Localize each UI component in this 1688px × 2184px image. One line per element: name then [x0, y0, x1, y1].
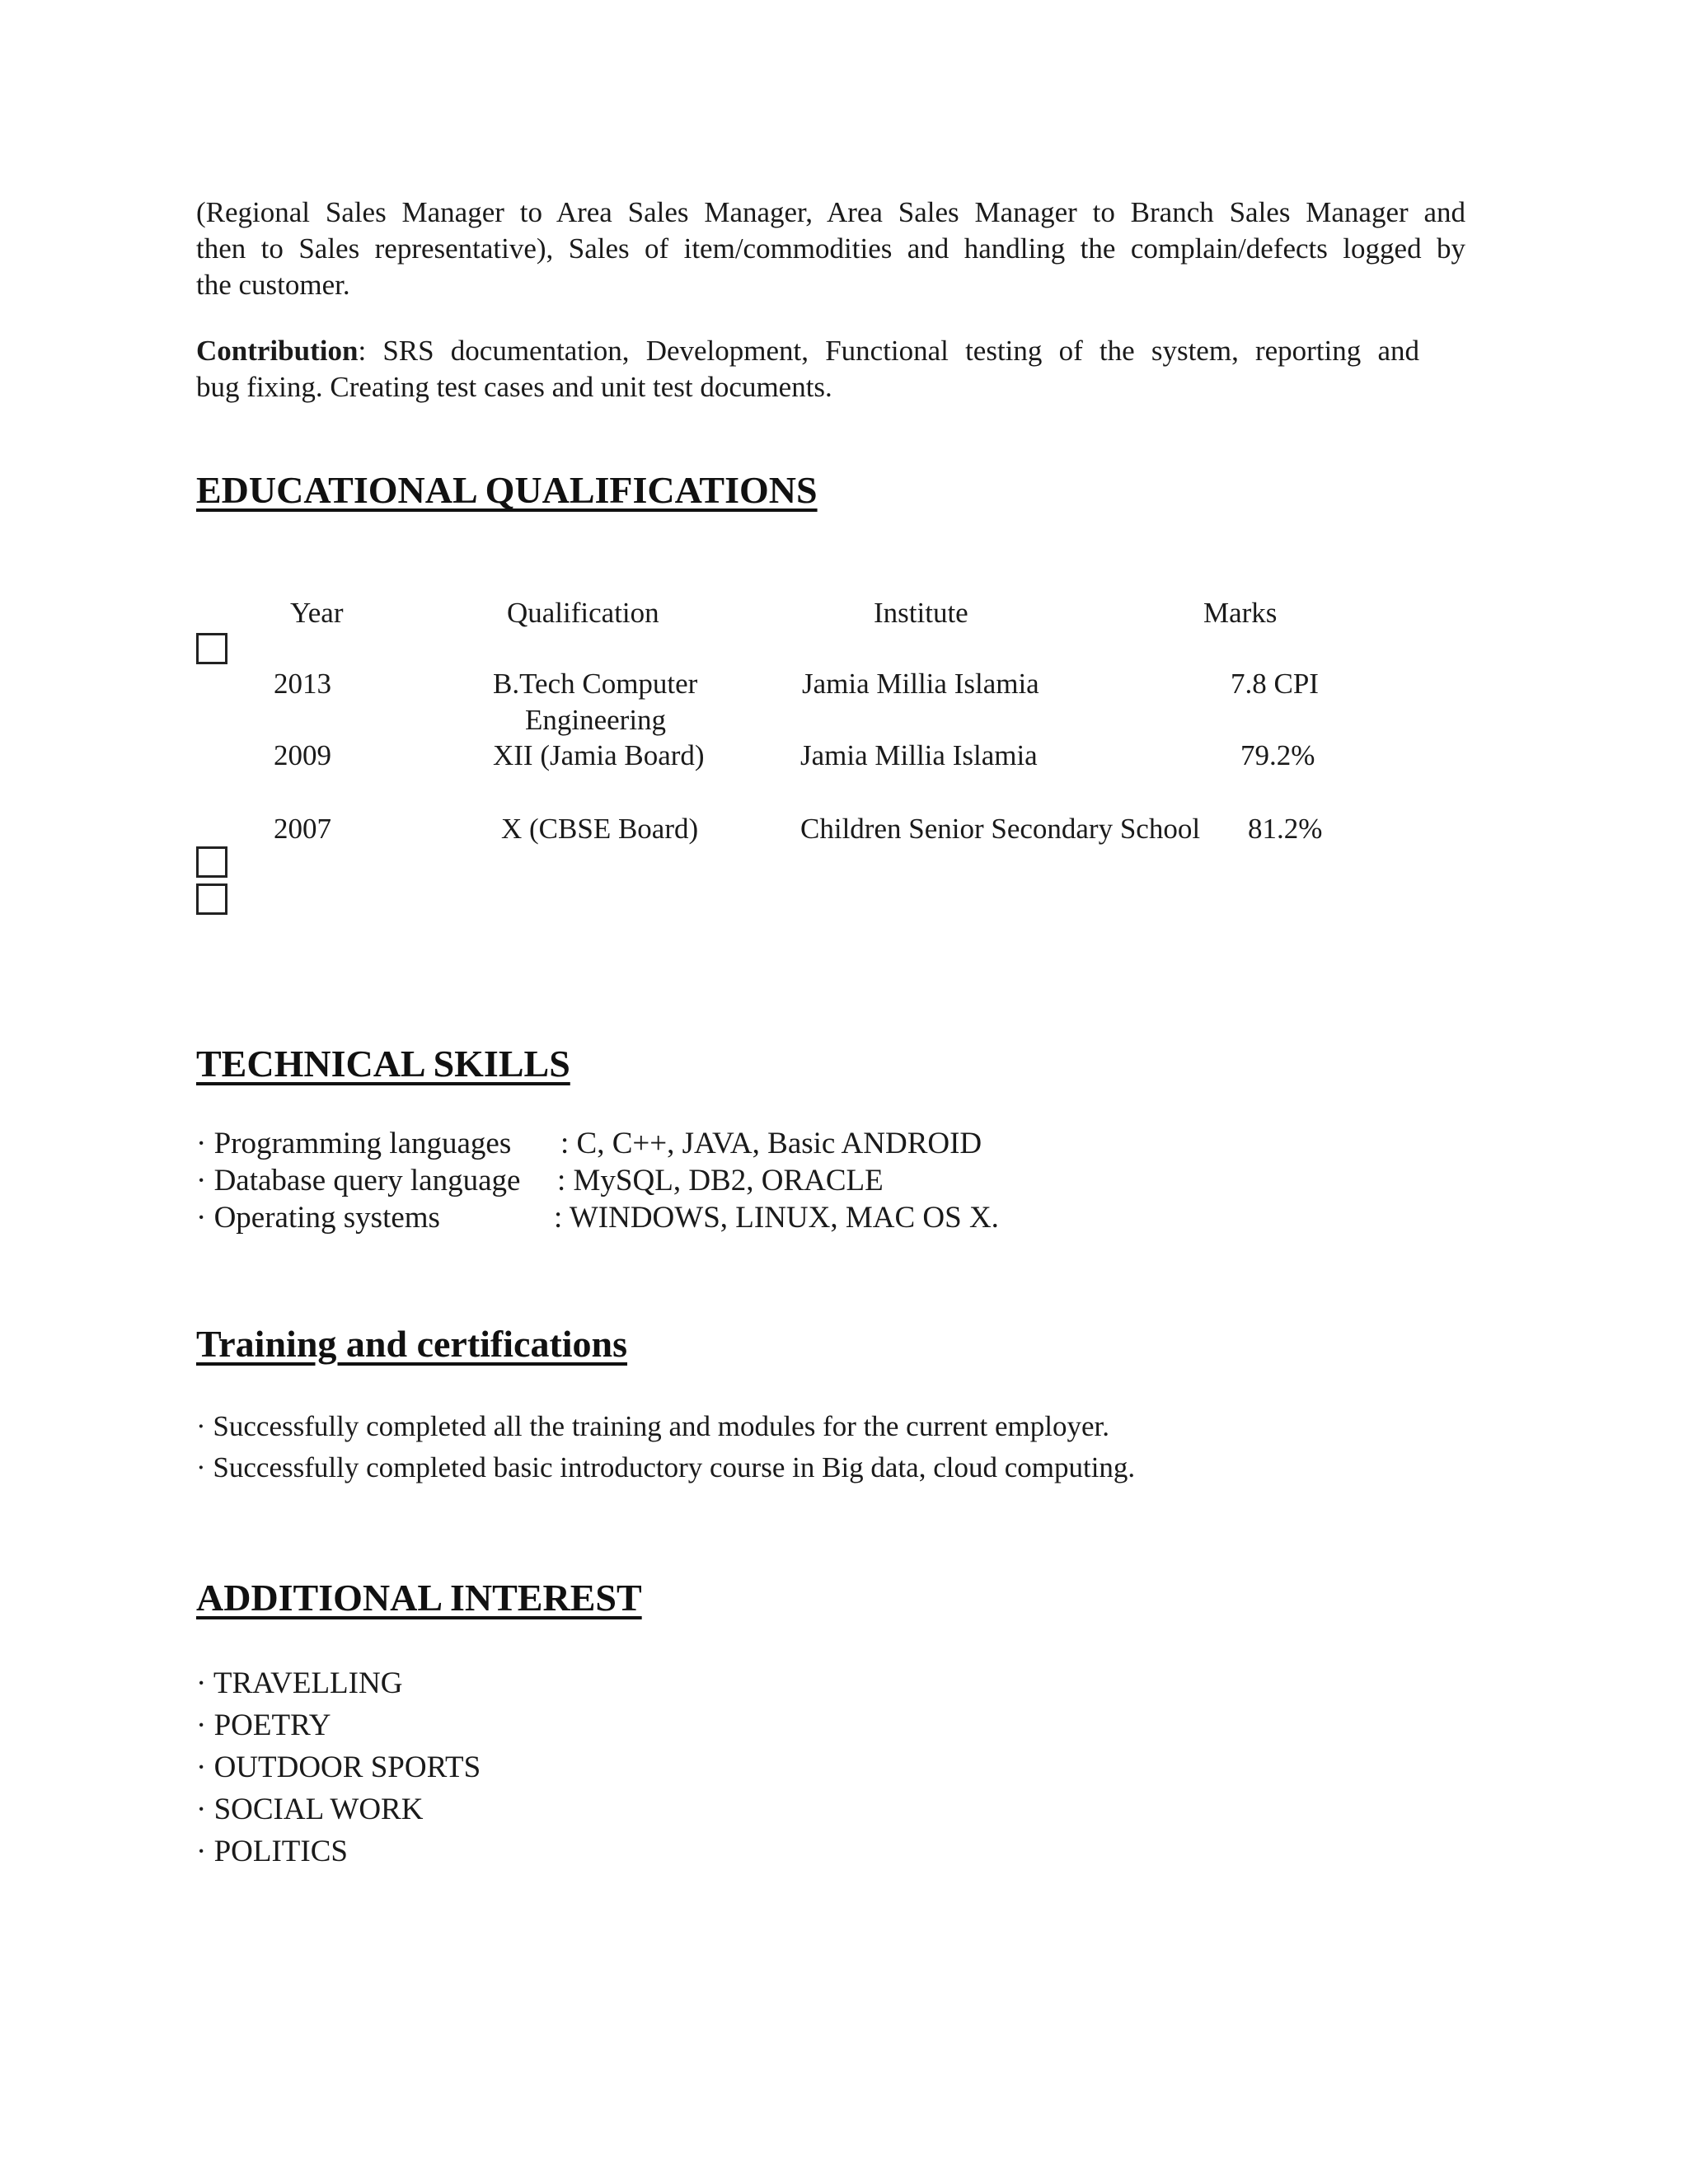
checkbox-placeholder — [196, 633, 227, 664]
contribution-label: Contribution — [196, 335, 359, 367]
table-cell-year: 2007 — [274, 813, 331, 845]
contribution-paragraph — [196, 333, 1419, 405]
table-cell-institute: Jamia Millia Islamia — [800, 739, 1038, 771]
table-cell-institute: Jamia Millia Islamia — [802, 668, 1039, 700]
skill-value: : WINDOWS, LINUX, MAC OS X. — [554, 1201, 999, 1235]
education-heading: EDUCATIONAL QUALIFICATIONS — [196, 469, 818, 511]
contribution-text: : SRS documentation, Development, Functional testing of the system, reporting and — [358, 335, 1419, 367]
intro-line: the customer. — [196, 269, 350, 301]
table-header-year: Year — [290, 597, 344, 629]
table-cell-qualification: XII (Jamia Board) — [493, 739, 705, 771]
list-item: · Operating systems — [196, 1201, 440, 1235]
training-heading: Training and certifications — [196, 1323, 628, 1365]
table-cell-institute: Children Senior Secondary School — [800, 813, 1201, 845]
list-item: · Database query language — [196, 1164, 521, 1197]
list-item: · Programming languages — [196, 1127, 512, 1160]
checkbox-placeholder — [196, 883, 227, 915]
skill-value: : MySQL, DB2, ORACLE — [557, 1164, 884, 1197]
table-cell-qualification: B.Tech Computer — [493, 668, 698, 700]
list-item: · TRAVELLING — [196, 1666, 403, 1700]
table-cell-marks: 79.2% — [1240, 739, 1315, 771]
table-header-marks: Marks — [1203, 597, 1278, 629]
list-item: · Successfully completed all the training and modules for the current employer. — [196, 1410, 1110, 1442]
list-item: · POETRY — [196, 1708, 331, 1742]
contribution-line — [196, 333, 1419, 369]
intro-line: then to Sales representative), Sales of item/commodities and handling the complain/defects logged by — [196, 232, 1465, 265]
skills-heading: TECHNICAL SKILLS — [196, 1043, 570, 1085]
intro-line: (Regional Sales Manager to Area Sales Manager, Area Sales Manager to Branch Sales Manager and — [196, 196, 1465, 228]
table-header-institute: Institute — [874, 597, 968, 629]
table-cell-marks: 81.2% — [1248, 813, 1323, 845]
skill-value: : C, C++, JAVA, Basic ANDROID — [560, 1127, 982, 1160]
checkbox-placeholder — [196, 846, 227, 878]
table-cell-marks: 7.8 CPI — [1231, 668, 1319, 700]
list-item: · SOCIAL WORK — [196, 1793, 424, 1826]
table-cell-year: 2013 — [274, 668, 331, 700]
intro-paragraph — [196, 194, 1465, 303]
table-header-qualification: Qualification — [507, 597, 659, 629]
contribution-line: bug fixing. Creating test cases and unit test documents. — [196, 371, 832, 403]
interests-heading: ADDITIONAL INTEREST — [196, 1577, 642, 1619]
list-item: · OUTDOOR SPORTS — [196, 1750, 481, 1784]
table-cell-year: 2009 — [274, 739, 331, 771]
list-item: · Successfully completed basic introductory course in Big data, cloud computing. — [196, 1451, 1136, 1483]
table-cell-qualification: X (CBSE Board) — [501, 813, 699, 845]
list-item: · POLITICS — [196, 1835, 348, 1868]
table-cell-qualification: Engineering — [525, 704, 667, 736]
